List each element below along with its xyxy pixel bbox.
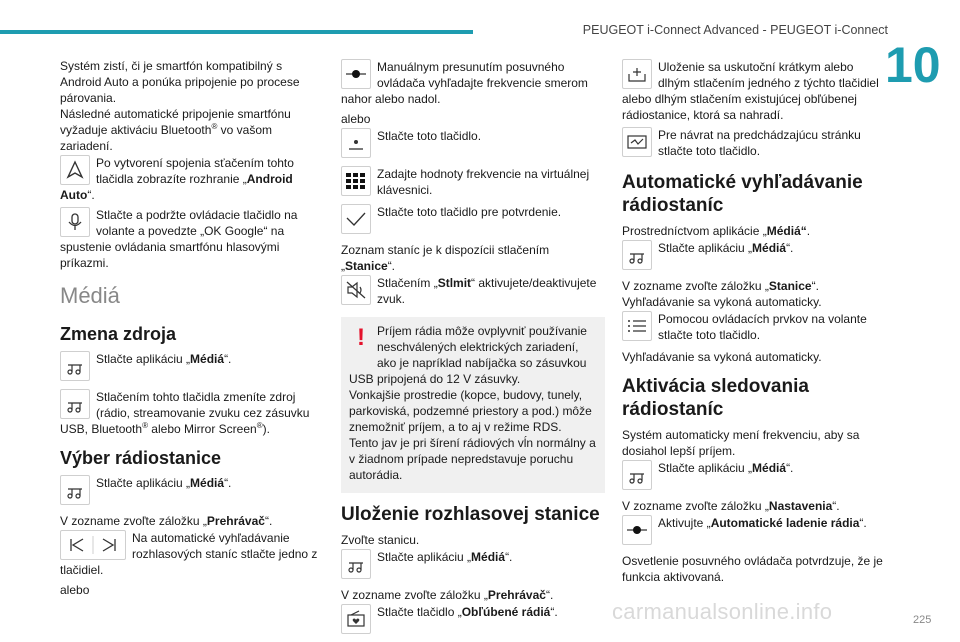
heading-station-tracking: Aktivácia sledovania rádiostaníc (622, 376, 809, 420)
step-media-app: Stlačte aplikáciu „Médiá“. (622, 240, 887, 274)
android-auto-icon[interactable] (60, 155, 90, 185)
paragraph: Zvoľte stanicu. (341, 533, 420, 547)
frequency-input-icon[interactable] (341, 128, 371, 158)
paragraph: Vyhľadávanie sa vykoná automaticky. (622, 350, 822, 364)
step-media-app: Stlačte aplikáciu „Médiá“. (622, 460, 887, 494)
paragraph: V zozname zvoľte záložku „Nastavenia“. (622, 499, 840, 513)
chapter-number: 10 (885, 37, 941, 93)
step-back: Pre návrat na predchádzajúcu stránku stlačte toto tlačidlo. (622, 127, 887, 161)
warning-text: Príjem rádia môže ovplyvniť používanie neschválených elektrických zariadení, ako je napríklad nabíjačka so zásuvkou USB pripojená do 12 V zásuvky. (349, 324, 587, 386)
paragraph: V zozname zvoľte záložku „Prehrávač“. (341, 588, 554, 602)
music-source-icon[interactable] (60, 389, 90, 419)
step-favorites: Stlačte tlačidlo „Obľúbené rádiá“. (341, 604, 605, 638)
step-media-app: Stlačte aplikáciu „Médiá“. (60, 351, 325, 385)
column-1 (60, 58, 325, 598)
mute-icon[interactable] (341, 275, 371, 305)
paragraph: Osvetlenie posuvného ovládača potvrdzuje, že je funkcia aktivovaná. (622, 554, 883, 584)
music-note-icon[interactable] (60, 351, 90, 381)
running-header: PEUGEOT i-Connect Advanced - PEUGEOT i-Connect (582, 23, 888, 37)
paragraph: V zozname zvoľte záložku „Prehrávač“. (60, 514, 273, 528)
heading-station-select: Výber rádiostanice (60, 448, 222, 468)
step-confirm: Stlačte toto tlačidlo pre potvrdenie. (341, 204, 605, 238)
heading-save-station: Uloženie rozhlasovej stanice (341, 504, 600, 525)
section-title-media: Médiá (60, 283, 120, 308)
checkmark-icon[interactable] (341, 204, 371, 234)
list-icon[interactable] (622, 311, 652, 341)
keypad-icon[interactable] (341, 166, 371, 196)
paragraph: alebo (341, 112, 371, 126)
music-note-icon[interactable] (622, 460, 652, 490)
paragraph: V zozname zvoľte záložku „Stanice“. (622, 279, 819, 293)
paragraph: Zoznam staníc je k dispozícii stlačením „Stanice“. (341, 243, 550, 273)
step-change-source: Stlačením tohto tlačidla zmeníte zdroj (rádio, streamovanie zvuku cez zásuvku USB, Bluetooth® alebo Mirror Screen®). (60, 390, 310, 436)
paragraph: Systém automaticky mení frekvenciu, aby sa dosiahol lepší príjem. (622, 428, 860, 458)
step-press: Stlačte toto tlačidlo. (341, 128, 605, 162)
step-mute: Stlačením „Stlmit“ aktivujete/deaktivujete zvuk. (341, 275, 605, 309)
page-number: 225 (913, 614, 932, 626)
add-favorite-icon[interactable] (622, 59, 652, 89)
step-slider: Manuálnym presunutím posuvného ovládača vyhľadajte frekvencie smerom nahor alebo nadol. (341, 60, 588, 106)
slider-icon[interactable] (341, 59, 371, 89)
step-android-auto: Po vytvorení spojenia sťačením tohto tlačidla zobrazíte rozhranie „Android Auto“. (60, 156, 294, 202)
step-store: Uloženie sa uskutoční krátkym alebo dlhým stlačením jedného z týchto tlačidiel alebo dlhým stlačením existujúcej obľúbenej rádiostanice, ktorá sa nahradí. (622, 60, 879, 122)
music-note-icon[interactable] (341, 549, 371, 579)
paragraph: alebo (60, 583, 90, 597)
step-keypad: Zadajte hodnoty frekvencie na virtuálnej klávesnici. (341, 166, 605, 200)
step-auto-tuning: Aktivujte „Automatické ladenie rádia“. (622, 515, 887, 549)
heading-auto-search: Automatické vyhľadávanie rádiostaníc (622, 172, 863, 216)
step-voice: Stlačte a podržte ovládacie tlačidlo na volante a povedzte „OK Google“ na spustenie ovládania smartfónu hlasovými príkazmi. (60, 208, 298, 270)
paragraph: Vyhľadávanie sa vykoná automaticky. (622, 295, 822, 309)
music-note-icon[interactable] (60, 475, 90, 505)
warning-text: Vonkajšie prostredie (kopce, budovy, tunely, parkoviská, podzemné priestory a pod.) môže znemožniť príjem, a to aj v režime RDS. (349, 388, 592, 434)
step-media-app: Stlačte aplikáciu „Médiá“. (341, 549, 605, 583)
paragraph: Prostredníctvom aplikácie „Médiá“. (622, 224, 811, 238)
heading-source: Zmena zdroja (60, 324, 177, 344)
column-3 (622, 58, 887, 585)
music-note-icon[interactable] (622, 240, 652, 270)
favorite-radio-icon[interactable] (341, 604, 371, 634)
warning-icon: ! (357, 324, 365, 351)
toggle-slider-icon[interactable] (622, 515, 652, 545)
watermark: carmanualsonline.info (612, 599, 833, 624)
back-icon[interactable] (622, 127, 652, 157)
paragraph: Systém zistí, či je smartfón kompatibilný s Android Auto a ponúka pripojenie po procese párovania. (60, 59, 300, 105)
microphone-icon[interactable] (60, 207, 90, 237)
seek-buttons-icon[interactable] (60, 530, 126, 560)
warning-box (341, 317, 605, 493)
column-2 (341, 58, 605, 642)
step-auto-search: Na automatické vyhľadávanie rozhlasových staníc stlačte jedno z tlačidiel. (60, 531, 318, 577)
warning-text: Tento jav je pri šírení rádiových vĺn normálny a v žiadnom prípade nepredstavuje poruchu autorádia. (349, 436, 596, 482)
paragraph: Následné automatické pripojenie smartfónu vyžaduje aktiváciu Bluetooth® vo vašom zariadení. (60, 107, 291, 153)
step-steering-control: Pomocou ovládacích prvkov na volante stlačte toto tlačidlo. (622, 311, 887, 345)
step-media-app: Stlačte aplikáciu „Médiá“. (60, 475, 325, 509)
header-accent-bar (0, 30, 473, 34)
